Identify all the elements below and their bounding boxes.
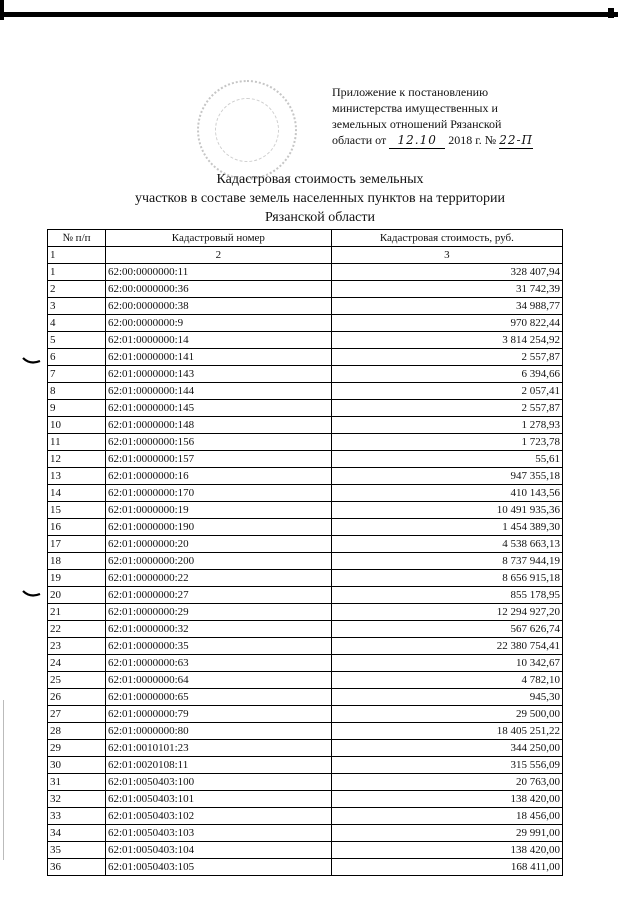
- table-row: [48, 417, 563, 434]
- cadastral-number-cell: 62:01:0000000:79: [105, 706, 331, 723]
- row-number-cell: 17: [48, 536, 106, 553]
- row-number-cell: 6: [48, 349, 106, 366]
- cadastral-number-cell: 62:01:0050403:102: [105, 808, 331, 825]
- cadastral-number-cell: 62:01:0010101:23: [105, 740, 331, 757]
- cadastral-value-cell: 138 420,00: [331, 842, 562, 859]
- table-row: [48, 859, 563, 876]
- row-number-cell: 15: [48, 502, 106, 519]
- row-number-cell: 8: [48, 383, 106, 400]
- row-number-cell: 23: [48, 638, 106, 655]
- cadastral-value-cell: 2 557,87: [331, 400, 562, 417]
- cadastral-number-cell: 62:01:0000000:148: [105, 417, 331, 434]
- table-row: [48, 485, 563, 502]
- row-number-cell: 32: [48, 791, 106, 808]
- cadastral-number-cell: 62:01:0000000:200: [105, 553, 331, 570]
- cadastral-number-cell: 62:01:0000000:141: [105, 349, 331, 366]
- cadastral-value-cell: 344 250,00: [331, 740, 562, 757]
- table-row: [48, 672, 563, 689]
- table-row: [48, 689, 563, 706]
- table-row: [48, 740, 563, 757]
- appendix-line: Приложение к постановлению: [332, 85, 489, 99]
- cadastral-number-cell: 62:01:0000000:65: [105, 689, 331, 706]
- cadastral-value-cell: 31 742,39: [331, 281, 562, 298]
- cadastral-value-cell: 4 782,10: [331, 672, 562, 689]
- table-row: [48, 332, 563, 349]
- cadastral-number-cell: 62:01:0000000:63: [105, 655, 331, 672]
- cadastral-value-cell: 947 355,18: [331, 468, 562, 485]
- cadastral-number-cell: 62:01:0000000:80: [105, 723, 331, 740]
- cadastral-number-cell: 62:00:0000000:36: [105, 281, 331, 298]
- row-number-cell: 24: [48, 655, 106, 672]
- cadastral-value-cell: 410 143,56: [331, 485, 562, 502]
- row-number-cell: 28: [48, 723, 106, 740]
- cadastral-number-cell: 62:01:0000000:29: [105, 604, 331, 621]
- table-row: [48, 774, 563, 791]
- row-number-cell: 31: [48, 774, 106, 791]
- table-header-row: [48, 230, 563, 247]
- cadastral-number-cell: 62:01:0050403:101: [105, 791, 331, 808]
- cadastral-number-cell: 62:00:0000000:38: [105, 298, 331, 315]
- cadastral-value-cell: 18 405 251,22: [331, 723, 562, 740]
- cadastral-value-cell: 8 737 944,19: [331, 553, 562, 570]
- cadastral-value-cell: 6 394,66: [331, 366, 562, 383]
- column-index-cell: 3: [331, 247, 562, 264]
- cadastral-value-cell: 29 991,00: [331, 825, 562, 842]
- table-row: [48, 842, 563, 859]
- margin-tick-mark: [22, 589, 42, 599]
- table-row: [48, 264, 563, 281]
- table-row: [48, 383, 563, 400]
- column-header-cadastral-number: Кадастровый номер: [105, 230, 331, 247]
- cadastral-value-cell: 970 822,44: [331, 315, 562, 332]
- row-number-cell: 7: [48, 366, 106, 383]
- row-number-cell: 19: [48, 570, 106, 587]
- column-index-cell: 2: [105, 247, 331, 264]
- table-row: [48, 587, 563, 604]
- row-number-cell: 27: [48, 706, 106, 723]
- cadastral-number-cell: 62:01:0000000:22: [105, 570, 331, 587]
- row-number-cell: 12: [48, 451, 106, 468]
- cadastral-value-cell: 22 380 754,41: [331, 638, 562, 655]
- row-number-cell: 20: [48, 587, 106, 604]
- cadastral-value-cell: 12 294 927,20: [331, 604, 562, 621]
- cadastral-number-cell: 62:01:0000000:20: [105, 536, 331, 553]
- row-number-cell: 34: [48, 825, 106, 842]
- cadastral-value-cell: 10 342,67: [331, 655, 562, 672]
- cadastral-value-cell: 567 626,74: [331, 621, 562, 638]
- row-number-cell: 33: [48, 808, 106, 825]
- row-number-cell: 21: [48, 604, 106, 621]
- row-number-cell: 18: [48, 553, 106, 570]
- table-row: [48, 281, 563, 298]
- cadastral-number-cell: 62:01:0050403:105: [105, 859, 331, 876]
- row-number-cell: 36: [48, 859, 106, 876]
- margin-tick-mark: [22, 356, 42, 366]
- cadastral-value-cell: 29 500,00: [331, 706, 562, 723]
- cadastral-value-cell: 1 278,93: [331, 417, 562, 434]
- appendix-note: [332, 84, 592, 149]
- row-number-cell: 22: [48, 621, 106, 638]
- document-title: [60, 170, 580, 227]
- cadastral-number-cell: 62:01:0000000:27: [105, 587, 331, 604]
- cadastral-value-cell: 2 557,87: [331, 349, 562, 366]
- table-row: [48, 825, 563, 842]
- cadastral-number-cell: 62:01:0050403:100: [105, 774, 331, 791]
- row-number-cell: 11: [48, 434, 106, 451]
- scan-left-edge: [3, 700, 4, 860]
- column-header-cadastral-value: Кадастровая стоимость, руб.: [331, 230, 562, 247]
- table-row: [48, 706, 563, 723]
- cadastral-number-cell: 62:01:0000000:145: [105, 400, 331, 417]
- appendix-date-line: [332, 132, 592, 149]
- cadastral-number-cell: 62:01:0000000:14: [105, 332, 331, 349]
- cadastral-value-cell: 34 988,77: [331, 298, 562, 315]
- cadastral-value-cell: 315 556,09: [331, 757, 562, 774]
- cadastral-value-cell: 945,30: [331, 689, 562, 706]
- table-row: [48, 757, 563, 774]
- table-row: [48, 723, 563, 740]
- table-row: [48, 791, 563, 808]
- table-row: [48, 638, 563, 655]
- row-number-cell: 5: [48, 332, 106, 349]
- title-line: Рязанской области: [264, 210, 376, 225]
- cadastral-number-cell: 62:01:0000000:190: [105, 519, 331, 536]
- table-row: [48, 604, 563, 621]
- scan-top-border: [0, 12, 618, 17]
- cadastral-value-table: [47, 229, 563, 876]
- cadastral-value-cell: 1 454 389,30: [331, 519, 562, 536]
- cadastral-number-cell: 62:01:0000000:157: [105, 451, 331, 468]
- appendix-line: земельных отношений Рязанской: [332, 117, 502, 131]
- cadastral-value-cell: 1 723,78: [331, 434, 562, 451]
- cadastral-value-cell: 855 178,95: [331, 587, 562, 604]
- scan-corner-mark: [0, 0, 4, 20]
- cadastral-number-cell: 62:01:0000000:64: [105, 672, 331, 689]
- row-number-cell: 29: [48, 740, 106, 757]
- cadastral-value-cell: 55,61: [331, 451, 562, 468]
- handwritten-number: 22-П: [499, 133, 534, 147]
- appendix-date-prefix: области от: [332, 133, 387, 147]
- table-row: [48, 502, 563, 519]
- table-row: [48, 655, 563, 672]
- cadastral-number-cell: 62:01:0050403:103: [105, 825, 331, 842]
- table-row: [48, 553, 563, 570]
- handwritten-date: 12.10: [389, 132, 445, 149]
- title-line: Кадастровая стоимость земельных: [216, 172, 424, 187]
- cadastral-number-cell: 62:00:0000000:9: [105, 315, 331, 332]
- cadastral-value-cell: 328 407,94: [331, 264, 562, 281]
- table-row: [48, 621, 563, 638]
- row-number-cell: 16: [48, 519, 106, 536]
- cadastral-value-cell: 3 814 254,92: [331, 332, 562, 349]
- column-header-number: № п/п: [48, 230, 106, 247]
- table-row: [48, 366, 563, 383]
- appendix-line: министерства имущественных и: [332, 101, 498, 115]
- cadastral-value-cell: 10 491 935,36: [331, 502, 562, 519]
- scan-top-border-tick: [608, 8, 614, 18]
- cadastral-value-cell: 2 057,41: [331, 383, 562, 400]
- table-row: [48, 434, 563, 451]
- row-number-cell: 10: [48, 417, 106, 434]
- row-number-cell: 30: [48, 757, 106, 774]
- table-row: [48, 298, 563, 315]
- cadastral-number-cell: 62:01:0000000:19: [105, 502, 331, 519]
- cadastral-number-cell: 62:01:0000000:144: [105, 383, 331, 400]
- row-number-cell: 4: [48, 315, 106, 332]
- title-line: участков в составе земель населенных пунктов на территории: [134, 191, 506, 206]
- row-number-cell: 25: [48, 672, 106, 689]
- cadastral-number-cell: 62:01:0000000:156: [105, 434, 331, 451]
- cadastral-value-cell: 8 656 915,18: [331, 570, 562, 587]
- cadastral-value-cell: 18 456,00: [331, 808, 562, 825]
- table-row: [48, 349, 563, 366]
- table-row: [48, 315, 563, 332]
- table-row: [48, 570, 563, 587]
- row-number-cell: 1: [48, 264, 106, 281]
- table-row: [48, 451, 563, 468]
- appendix-year-text: 2018 г. №: [448, 133, 497, 147]
- row-number-cell: 14: [48, 485, 106, 502]
- cadastral-number-cell: 62:01:0000000:143: [105, 366, 331, 383]
- row-number-cell: 9: [48, 400, 106, 417]
- table-row: [48, 519, 563, 536]
- cadastral-number-cell: 62:01:0020108:11: [105, 757, 331, 774]
- row-number-cell: 13: [48, 468, 106, 485]
- cadastral-number-cell: 62:01:0000000:170: [105, 485, 331, 502]
- row-number-cell: 3: [48, 298, 106, 315]
- cadastral-number-cell: 62:01:0000000:35: [105, 638, 331, 655]
- column-index-cell: 1: [48, 247, 106, 264]
- cadastral-value-cell: 20 763,00: [331, 774, 562, 791]
- table-row: [48, 468, 563, 485]
- table-row: [48, 400, 563, 417]
- row-number-cell: 26: [48, 689, 106, 706]
- faint-stamp-seal-inner: [215, 98, 279, 162]
- cadastral-value-cell: 138 420,00: [331, 791, 562, 808]
- row-number-cell: 35: [48, 842, 106, 859]
- column-index-row: [48, 247, 563, 264]
- cadastral-number-cell: 62:01:0050403:104: [105, 842, 331, 859]
- cadastral-number-cell: 62:01:0000000:16: [105, 468, 331, 485]
- table-row: [48, 808, 563, 825]
- cadastral-value-cell: 4 538 663,13: [331, 536, 562, 553]
- cadastral-value-cell: 168 411,00: [331, 859, 562, 876]
- cadastral-number-cell: 62:00:0000000:11: [105, 264, 331, 281]
- table-row: [48, 536, 563, 553]
- row-number-cell: 2: [48, 281, 106, 298]
- cadastral-number-cell: 62:01:0000000:32: [105, 621, 331, 638]
